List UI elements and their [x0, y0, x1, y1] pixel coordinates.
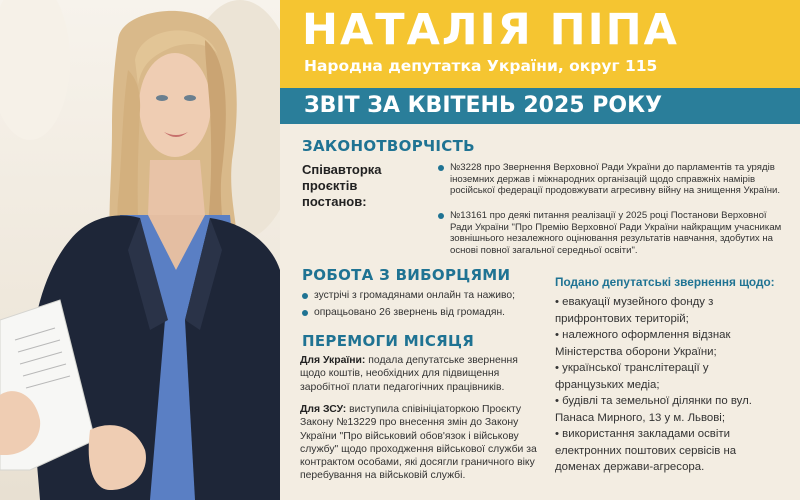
appeal-item: • використання закладами освіти електронних поштових сервісів на доменах держави-агресора.	[555, 428, 737, 473]
coauthor-label-line-2: проєктів	[302, 178, 358, 193]
zsu-victory-paragraph	[300, 403, 538, 483]
name-header	[280, 0, 800, 88]
bill-item: №13161 про деякі питання реалізації у 2025 році Постанови Верховної Ради України "Про Премію Верховної Ради України найкращим учасникам зовнішнього незалежного оцінювання результатів навчання, здобутих на основі повної загальної середньої освіти".	[438, 210, 790, 256]
voters-item: опрацьовано 26 звернень від громадян.	[302, 306, 542, 319]
ukraine-victory-paragraph	[300, 354, 538, 394]
deputy-subtitle: Народна депутатка України, округ 115	[304, 57, 658, 75]
zsu-victory-label: Для ЗСУ:	[300, 404, 347, 415]
voters-heading: РОБОТА З ВИБОРЦЯМИ	[302, 266, 511, 284]
voters-item: зустрічі з громадянами онлайн та наживо;	[302, 289, 542, 302]
coauthor-label-line-1: Співавторка	[302, 162, 382, 177]
ukraine-victory-label: Для України:	[300, 355, 366, 366]
appeal-item: • української транслітерації у французьких медіа;	[555, 362, 709, 391]
report-banner	[280, 88, 800, 124]
zsu-victory-text: виступила співініціаторкою Проєкту Закону №13229 про внесення змін до Закону України "Про військовий обов'язок і військову службу" щодо проходження військової служби за контрактом особами, які досягли граничного віку перебування на військовій службі.	[300, 404, 537, 482]
portrait-illustration	[0, 0, 280, 500]
appeal-item: • евакуації музейного фонду з прифронтових територій;	[555, 296, 714, 325]
lawmaking-heading: ЗАКОНОТВОРЧІСТЬ	[302, 137, 475, 155]
appeal-item: • будівлі та земельної ділянки по вул. Панаса Мирного, 13 у м. Львові;	[555, 395, 752, 424]
ukraine-victory-text: подала депутатське звернення щодо коштів, необхідних для підвищення заробітної плати педагогічних працівників.	[300, 355, 518, 393]
bill-item: №3228 про Звернення Верховної Ради України до парламентів та урядів іноземних держав і міжнародних організацій щодо справжніх намірів російської федерації продовжувати агресивну війну на знищення України.	[438, 162, 790, 197]
appeal-item: • належного оформлення відзнак Міністерства оборони України;	[555, 329, 731, 358]
appeals-heading: Подано депутатські звернення щодо:	[555, 275, 775, 289]
coauthor-label-line-3: постанов:	[302, 194, 367, 209]
report-title: ЗВІТ ЗА КВІТЕНЬ 2025 РОКУ	[304, 93, 663, 118]
report-content	[280, 124, 800, 500]
victories-heading: ПЕРЕМОГИ МІСЯЦЯ	[302, 332, 475, 350]
portrait-photo	[0, 0, 280, 500]
deputy-name: НАТАЛІЯ ПІПА	[302, 5, 679, 55]
